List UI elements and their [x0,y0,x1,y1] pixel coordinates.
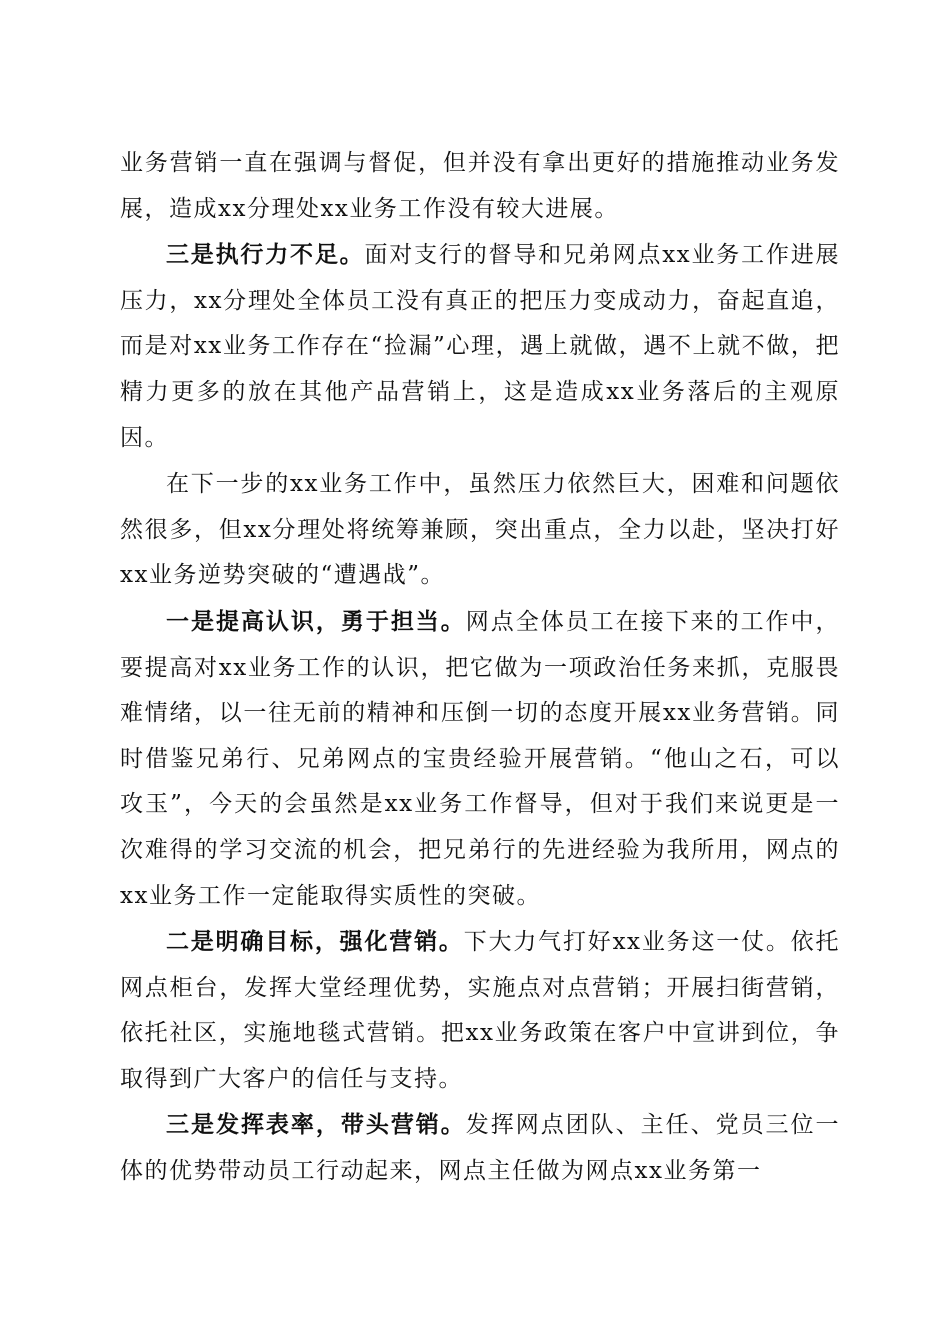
paragraph-awareness [120,599,840,919]
document-body [120,140,840,1195]
paragraph-text: 下大力气打好xx业务这一仗。依托网点柜台，发挥大堂经理优势，实施点对点营销；开展扫街营销，依托社区，实施地毯式营销。把xx业务政策在客户中宣讲到位，争取得到广大客户的信任与支持。 [120,929,840,1092]
paragraph-targets [120,919,840,1102]
paragraph-lead: 二是明确目标，强化营销。 [166,928,464,956]
paragraph-text: 网点全体员工在接下来的工作中，要提高对xx业务工作的认识，把它做为一项政治任务来抓，克服畏难情绪，以一往无前的精神和压倒一切的态度开展xx业务营销。同时借鉴兄弟行、兄弟网点的宝贵经验开展营销。“他山之石，可以攻玉”，今天的会虽然是xx业务工作督导，但对于我们来说更是一次难得的学习交流的机会，把兄弟行的先进经验为我所用，网点的xx业务工作一定能取得实质性的突破。 [120,608,841,909]
paragraph-text: 面对支行的督导和兄弟网点xx业务工作进展压力，xx分理处全体员工没有真正的把压力变成动力，奋起直追，而是对xx业务工作存在“捡漏”心理，遇上就做，遇不上就不做，把精力更多的放在其他产品营销上，这是造成xx业务落后的主观原因。 [120,242,840,451]
paragraph-continued [120,140,840,232]
paragraph-lead: 三是发挥表率，带头营销。 [166,1111,466,1139]
paragraph-text: 在下一步的xx业务工作中，虽然压力依然巨大，困难和问题依然很多，但xx分理处将统筹兼顾，突出重点，全力以赴，坚决打好xx业务逆势突破的“遭遇战”。 [120,471,840,589]
paragraph-text: 发挥网点团队、主任、党员三位一体的优势带动员工行动起来，网点主任做为网点xx业务第一 [120,1112,841,1185]
paragraph-execution [120,232,840,461]
paragraph-text: 业务营销一直在强调与督促，但并没有拿出更好的措施推动业务发展，造成xx分理处xx业务工作没有较大进展。 [120,150,840,222]
paragraph-lead: 三是执行力不足。 [166,241,365,269]
paragraph-leadership [120,1102,840,1194]
paragraph-lead: 一是提高认识，勇于担当。 [166,607,466,635]
paragraph-next-step [120,461,840,599]
